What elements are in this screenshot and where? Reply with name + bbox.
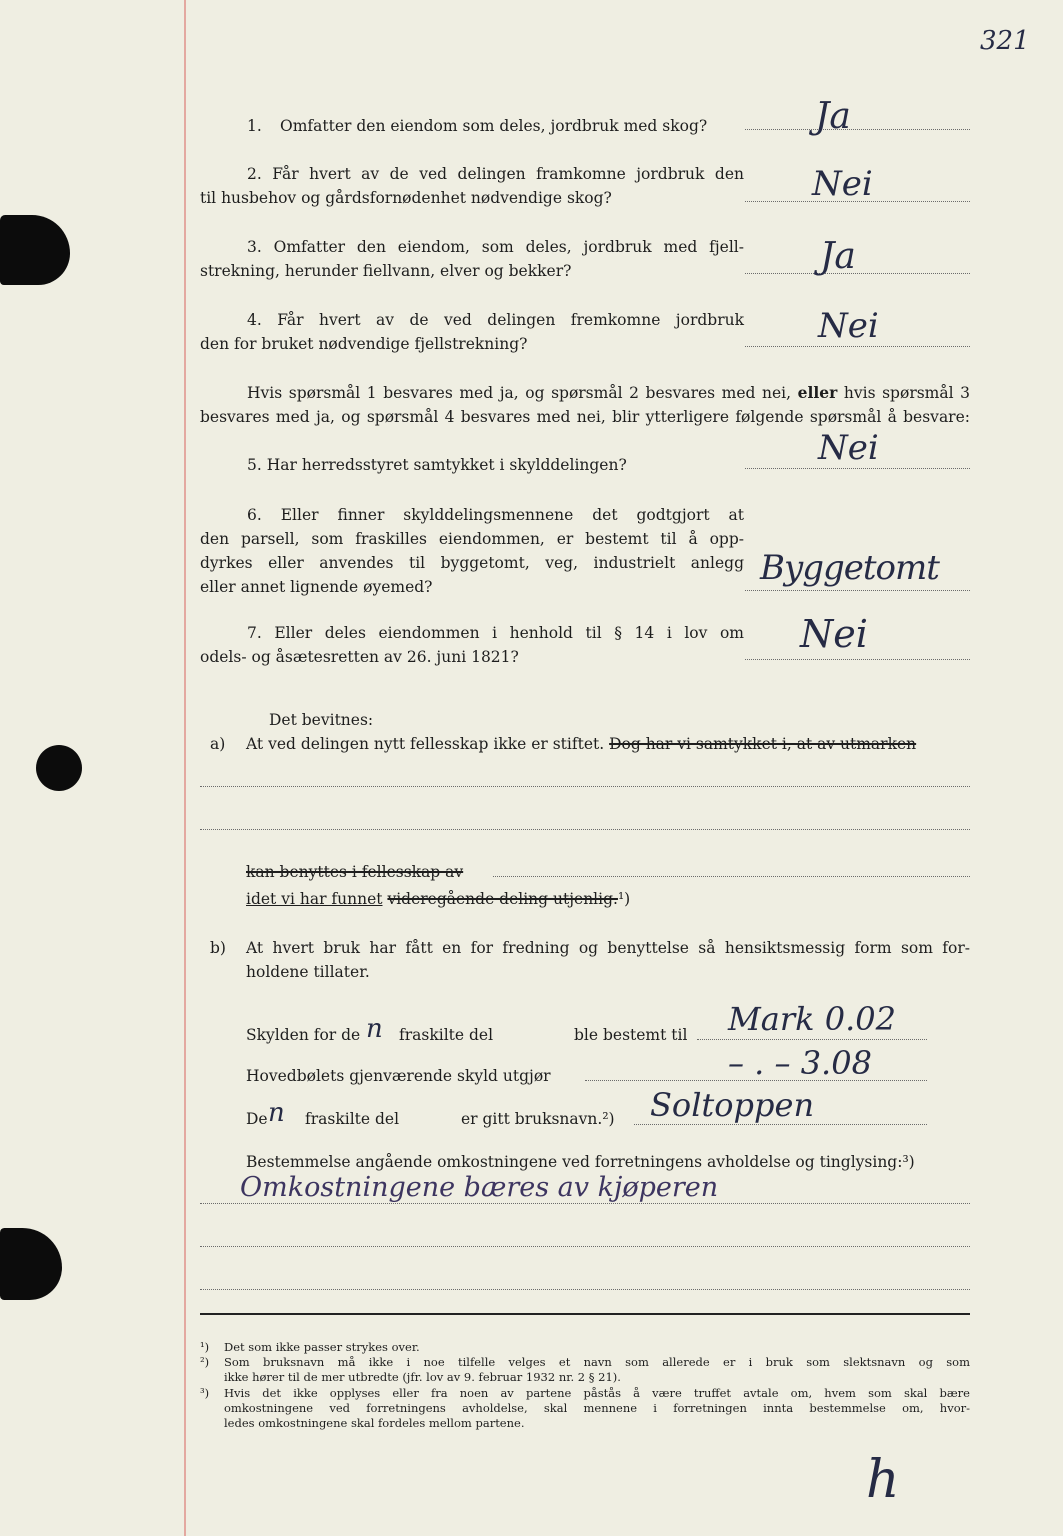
- bestemmelse-line-2: [200, 1246, 970, 1247]
- question-4-line-2: den for bruket nødvendige fjellstrekning?: [200, 335, 528, 353]
- attest-b-line-2: holdene tillater.: [246, 963, 370, 981]
- answer-line-4: [745, 346, 970, 347]
- footnote-3-line-1: Hvis det ikke opplyses eller fra noen av partene påstås å være truffet avtale om, hvem som skal bære: [224, 1386, 970, 1400]
- navn-value: Soltoppen: [650, 1086, 815, 1124]
- skyld-value: Mark 0.02: [728, 1000, 896, 1038]
- footnote-2-line-2: ikke hører til de mer utbredte (jfr. lov av 9. februar 1932 nr. 2 § 21).: [224, 1370, 621, 1384]
- attest-b-label: b): [210, 939, 226, 957]
- hoved-value: – . – 3.08: [728, 1044, 872, 1082]
- struck-line-fellesskap-blank: [493, 876, 970, 877]
- question-4-line-1: 4. Får hvert av de ved delingen fremkomne jordbruk: [247, 311, 744, 329]
- instruction-line-1: Hvis spørsmål 1 besvares med ja, og spørsmål 2 besvares med nei, eller hvis spørsmål 3: [247, 383, 970, 402]
- footnote-1-mark: ¹): [200, 1340, 210, 1354]
- question-6-line-4: eller annet lignende øyemed?: [200, 578, 433, 596]
- answer-5: Nei: [818, 428, 879, 468]
- answer-line-6: [745, 590, 970, 591]
- question-1-number: 1.: [247, 117, 262, 135]
- navn-label-post: er gitt bruksnavn.²): [461, 1110, 615, 1128]
- question-7-line-1: 7. Eller deles eiendommen i henhold til § 14 i lov om: [247, 624, 744, 642]
- page-number: 321: [980, 26, 1030, 56]
- binder-hole-middle: [36, 745, 82, 791]
- bestemmelse-line-1: [200, 1203, 970, 1204]
- answer-7: Nei: [800, 612, 868, 656]
- question-1-text: Omfatter den eiendom som deles, jordbruk med skog?: [280, 117, 708, 135]
- question-7-line-2: odels- og åsætesretten av 26. juni 1821?: [200, 648, 519, 666]
- handwritten-initials: h: [866, 1450, 900, 1510]
- answer-6: Byggetomt: [760, 548, 939, 588]
- navn-handwritten-n: n: [268, 1098, 285, 1128]
- footnote-3-mark: ³): [200, 1386, 210, 1400]
- navn-value-line: [634, 1124, 927, 1125]
- question-6-line-3: dyrkes eller anvendes til byggetomt, veg, industrielt anlegg: [200, 554, 744, 572]
- answer-1: Ja: [815, 96, 851, 137]
- footnote-3-line-3: ledes omkostningene skal fordeles mellom partene.: [224, 1416, 525, 1430]
- question-2-line-2: til husbehov og gårdsfornødenhet nødvendige skog?: [200, 189, 612, 207]
- attest-a-label: a): [210, 735, 226, 753]
- skyld-handwritten-n: n: [366, 1014, 383, 1044]
- answer-line-3: [745, 273, 970, 274]
- question-5-text: 5. Har herredsstyret samtykket i skylddelingen?: [247, 456, 627, 474]
- binder-hole-bottom: [0, 1228, 62, 1300]
- answer-3: Ja: [820, 236, 856, 277]
- skyld-value-line: [697, 1039, 927, 1040]
- footnote-2-mark: ²): [200, 1355, 210, 1369]
- answer-line-7: [745, 659, 970, 660]
- struck-line-deling: idet vi har funnet videregående deling utjenlig.¹): [246, 890, 631, 908]
- answer-line-1: [745, 129, 970, 130]
- footnote-1: Det som ikke passer strykes over.: [224, 1340, 420, 1354]
- question-3-line-1: 3. Omfatter den eiendom, som deles, jordbruk med fjell-: [247, 238, 744, 256]
- attest-blank-line-1: [200, 786, 970, 787]
- skyld-label-post: ble bestemt til: [574, 1026, 688, 1044]
- struck-line-fellesskap: kan benyttes i fellesskap av: [246, 863, 464, 881]
- footnote-2-line-1: Som bruksnavn må ikke i noe tilfelle velges et navn som allerede er i bruk som slektsnavn og som: [224, 1355, 970, 1369]
- answer-4: Nei: [818, 306, 879, 346]
- instruction-line-2: besvares med ja, og spørsmål 4 besvares med nei, blir ytterligere følgende spørsmål å besvare:: [200, 408, 970, 426]
- bestemmelse-label: Bestemmelse angående omkostningene ved forretningens avholdelse og tinglysing:³): [246, 1153, 915, 1171]
- question-3-line-2: strekning, herunder fiellvann, elver og bekker?: [200, 262, 572, 280]
- margin-line: [184, 0, 186, 1536]
- answer-line-5: [745, 468, 970, 469]
- footnote-3-line-2: omkostningene ved forretningens avholdelse, skal mennene i forretningen innta bestemmelse om, hvor-: [224, 1401, 970, 1415]
- question-6-line-2: den parsell, som fraskilles eiendommen, er bestemt til å opp-: [200, 530, 744, 548]
- answer-2: Nei: [812, 164, 873, 204]
- attest-b-line-1: At hvert bruk har fått en for fredning og benyttelse så hensiktsmessig form som for-: [246, 939, 970, 957]
- attest-a-text: At ved delingen nytt fellesskap ikke er stiftet. Dog har vi samtykket i, at av utmarken: [246, 735, 917, 753]
- skyld-label-mid: fraskilte del: [399, 1026, 494, 1044]
- skyld-label-pre: Skylden for de: [246, 1026, 361, 1044]
- navn-label-mid: fraskilte del: [305, 1110, 400, 1128]
- question-2-line-1: 2. Får hvert av de ved delingen framkomne jordbruk den: [247, 165, 744, 183]
- attest-blank-line-2: [200, 829, 970, 830]
- binder-hole-top: [0, 215, 70, 285]
- bestemmelse-value: Omkostningene bæres av kjøperen: [240, 1172, 719, 1203]
- attest-heading: Det bevitnes:: [269, 711, 374, 729]
- bestemmelse-line-3: [200, 1289, 970, 1290]
- question-6-line-1: 6. Eller finner skylddelingsmennene det godtgjort at: [247, 506, 744, 524]
- hoved-label: Hovedbølets gjenværende skyld utgjør: [246, 1067, 551, 1085]
- navn-label-pre: De: [246, 1110, 268, 1128]
- footnote-separator: [200, 1313, 970, 1315]
